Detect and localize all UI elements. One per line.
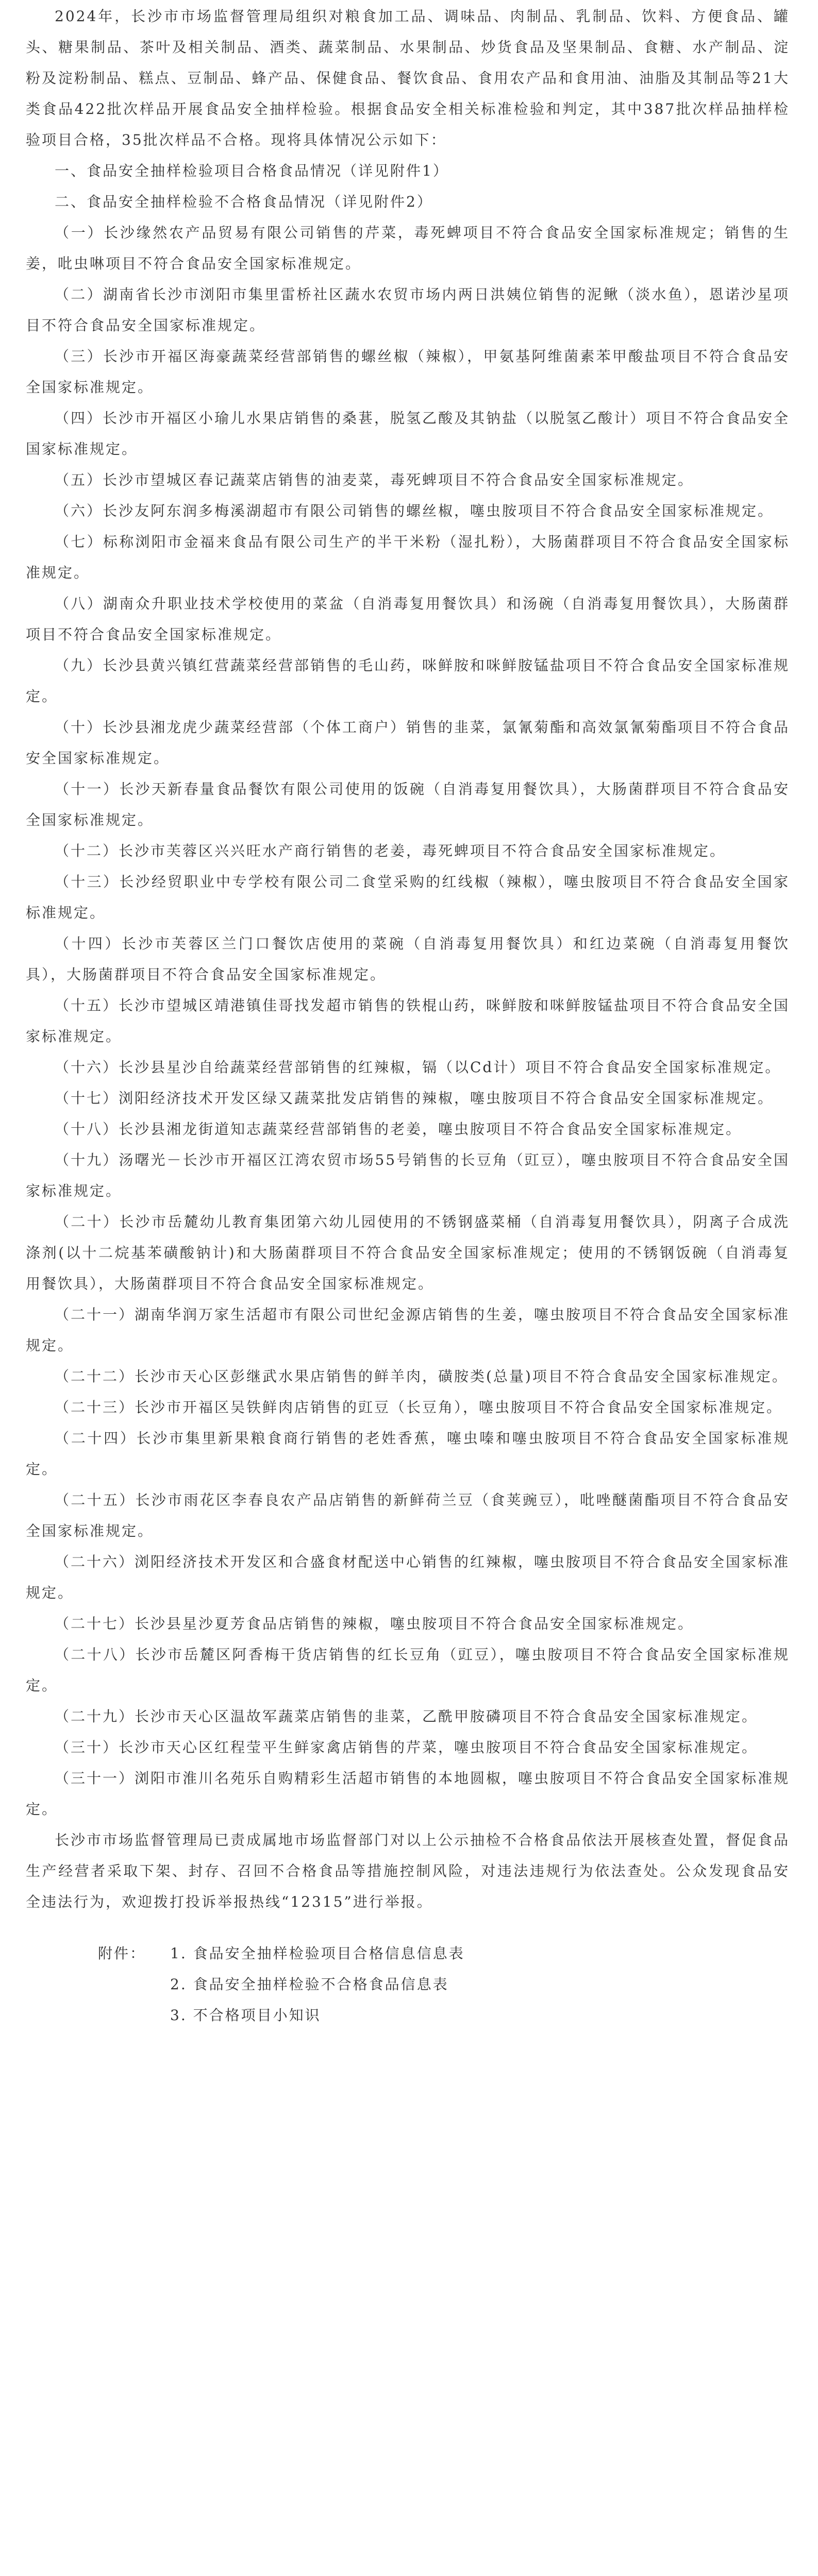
paragraph: （二十五）长沙市雨花区李春良农产品店销售的新鲜荷兰豆（食荚豌豆），吡唑醚菌酯项目不符合食品安全国家标准规定。 <box>26 1492 790 1539</box>
paragraph: （五）长沙市望城区春记蔬菜店销售的油麦菜，毒死蜱项目不符合食品安全国家标准规定。 <box>55 471 694 488</box>
paragraph: （十五）长沙市望城区靖港镇佳哥找发超市销售的铁棍山药，咪鲜胺和咪鲜胺锰盐项目不符合食品安全国家标准规定。 <box>26 997 790 1045</box>
paragraph: （二十二）长沙市天心区彭继武水果店销售的鲜羊肉，磺胺类(总量)项目不符合食品安全国家标准规定。 <box>55 1368 788 1385</box>
paragraph: 二、食品安全抽样检验不合格食品情况（详见附件2） <box>55 193 433 210</box>
paragraph: （八）湖南众升职业技术学校使用的菜盆（自消毒复用餐饮具）和汤碗（自消毒复用餐饮具），大肠菌群项目不符合食品安全国家标准规定。 <box>26 595 790 643</box>
paragraph: 2024年，长沙市市场监督管理局组织对粮食加工品、调味品、肉制品、乳制品、饮料、方便食品、罐头、糖果制品、茶叶及相关制品、酒类、蔬菜制品、水果制品、炒货食品及坚果制品、食糖、水产制品、淀粉及淀粉制品、糕点、豆制品、蜂产品、保健食品、餐饮食品、食用农产品和食用油、油脂及其制品等21大类食品422批次样品开展食品安全抽样检验。根据食品安全相关标准检验和判定，其中387批次样品抽样检验项目合格，35批次样品不合格。现将具体情况公示如下： <box>26 8 790 148</box>
paragraph: （七）标称浏阳市金福来食品有限公司生产的半干米粉（湿扎粉），大肠菌群项目不符合食品安全国家标准规定。 <box>26 533 790 581</box>
announcement-body <box>26 0 790 1918</box>
paragraph: （十九）汤曙光－长沙市开福区江湾农贸市场55号销售的长豆角（豇豆），噻虫胺项目不符合食品安全国家标准规定。 <box>26 1151 790 1199</box>
paragraph: （三十）长沙市天心区红程莹平生鲜家禽店销售的芹菜，噻虫胺项目不符合食品安全国家标准规定。 <box>55 1739 758 1756</box>
paragraph: （十八）长沙县湘龙街道知志蔬菜经营部销售的老姜，噻虫胺项目不符合食品安全国家标准规定。 <box>55 1121 742 1138</box>
paragraph: （十）长沙县湘龙虎少蔬菜经营部（个体工商户）销售的韭菜，氯氰菊酯和高效氯氰菊酯项目不符合食品安全国家标准规定。 <box>26 719 790 767</box>
paragraph: （十一）长沙天新春量食品餐饮有限公司使用的饭碗（自消毒复用餐饮具），大肠菌群项目不符合食品安全国家标准规定。 <box>26 781 790 828</box>
paragraph: （二十七）长沙县星沙夏芳食品店销售的辣椒，噻虫胺项目不符合食品安全国家标准规定。 <box>55 1615 694 1632</box>
paragraph: （一）长沙缘然农产品贸易有限公司销售的芹菜，毒死蜱项目不符合食品安全国家标准规定；销售的生姜，吡虫啉项目不符合食品安全国家标准规定。 <box>26 224 790 272</box>
paragraph: （二十一）湖南华润万家生活超市有限公司世纪金源店销售的生姜，噻虫胺项目不符合食品安全国家标准规定。 <box>26 1306 790 1354</box>
paragraph: （十七）浏阳经济技术开发区绿又蔬菜批发店销售的辣椒，噻虫胺项目不符合食品安全国家标准规定。 <box>55 1090 774 1107</box>
paragraph: （三十一）浏阳市淮川名苑乐自购精彩生活超市销售的本地圆椒，噻虫胺项目不符合食品安全国家标准规定。 <box>26 1770 790 1818</box>
attachment-row-1 <box>98 1938 790 1969</box>
attachments-label: 附件： <box>98 1945 146 1962</box>
attachments-list <box>26 1938 790 2031</box>
attachment-item: 1. 食品安全抽样检验项目合格信息信息表 <box>170 1945 465 1962</box>
paragraph: （十二）长沙市芙蓉区兴兴旺水产商行销售的老姜，毒死蜱项目不符合食品安全国家标准规定。 <box>55 842 726 859</box>
paragraph: （九）长沙县黄兴镇红营蔬菜经营部销售的毛山药，咪鲜胺和咪鲜胺锰盐项目不符合食品安全国家标准规定。 <box>26 657 790 705</box>
paragraph: （二十六）浏阳经济技术开发区和合盛食材配送中心销售的红辣椒，噻虫胺项目不符合食品安全国家标准规定。 <box>26 1553 790 1601</box>
attachment-item: 3. 不合格项目小知识 <box>170 2007 321 2024</box>
paragraph: （十三）长沙经贸职业中专学校有限公司二食堂采购的红线椒（辣椒），噻虫胺项目不符合食品安全国家标准规定。 <box>26 873 790 921</box>
paragraph: （二十九）长沙市天心区温故军蔬菜店销售的韭菜，乙酰甲胺磷项目不符合食品安全国家标准规定。 <box>55 1708 758 1725</box>
paragraph: （三）长沙市开福区海豪蔬菜经营部销售的螺丝椒（辣椒），甲氨基阿维菌素苯甲酸盐项目不符合食品安全国家标准规定。 <box>26 348 790 396</box>
paragraph: （四）长沙市开福区小瑜儿水果店销售的桑葚，脱氢乙酸及其钠盐（以脱氢乙酸计）项目不符合食品安全国家标准规定。 <box>26 410 790 457</box>
paragraph: （六）长沙友阿东润多梅溪湖超市有限公司销售的螺丝椒，噻虫胺项目不符合食品安全国家标准规定。 <box>55 502 774 519</box>
paragraph: （二十三）长沙市开福区吴铁鲜肉店销售的豇豆（长豆角），噻虫胺项目不符合食品安全国家标准规定。 <box>55 1399 783 1416</box>
paragraph: （二十八）长沙市岳麓区阿香梅干货店销售的红长豆角（豇豆），噻虫胺项目不符合食品安全国家标准规定。 <box>26 1646 790 1694</box>
paragraph: 一、食品安全抽样检验项目合格食品情况（详见附件1） <box>55 162 449 179</box>
attachment-item: 2. 食品安全抽样检验不合格食品信息表 <box>170 1976 449 1993</box>
paragraph: （二）湖南省长沙市浏阳市集里雷桥社区蔬水农贸市场内两日洪姨位销售的泥鳅（淡水鱼），恩诺沙星项目不符合食品安全国家标准规定。 <box>26 286 790 334</box>
paragraph: （十六）长沙县星沙自给蔬菜经营部销售的红辣椒，镉（以Cd计）项目不符合食品安全国家标准规定。 <box>55 1059 781 1076</box>
paragraph: （十四）长沙市芙蓉区兰门口餐饮店使用的菜碗（自消毒复用餐饮具）和红边菜碗（自消毒复用餐饮具），大肠菌群项目不符合食品安全国家标准规定。 <box>26 935 790 983</box>
paragraph: 长沙市市场监督管理局已责成属地市场监督部门对以上公示抽检不合格食品依法开展核查处置，督促食品生产经营者采取下架、封存、召回不合格食品等措施控制风险，对违法违规行为依法查处。公众发现食品安全违法行为，欢迎拨打投诉举报热线“12315”进行举报。 <box>26 1832 790 1910</box>
paragraph: （二十四）长沙市集里新果粮食商行销售的老姓香蕉，噻虫嗪和噻虫胺项目不符合食品安全国家标准规定。 <box>26 1430 790 1478</box>
paragraph: （二十）长沙市岳麓幼儿教育集团第六幼儿园使用的不锈钢盛菜桶（自消毒复用餐饮具），阴离子合成洗涤剂(以十二烷基苯磺酸钠计)和大肠菌群项目不符合食品安全国家标准规定；使用的不锈钢饭碗（自消毒复用餐饮具），大肠菌群项目不符合食品安全国家标准规定。 <box>26 1213 790 1292</box>
